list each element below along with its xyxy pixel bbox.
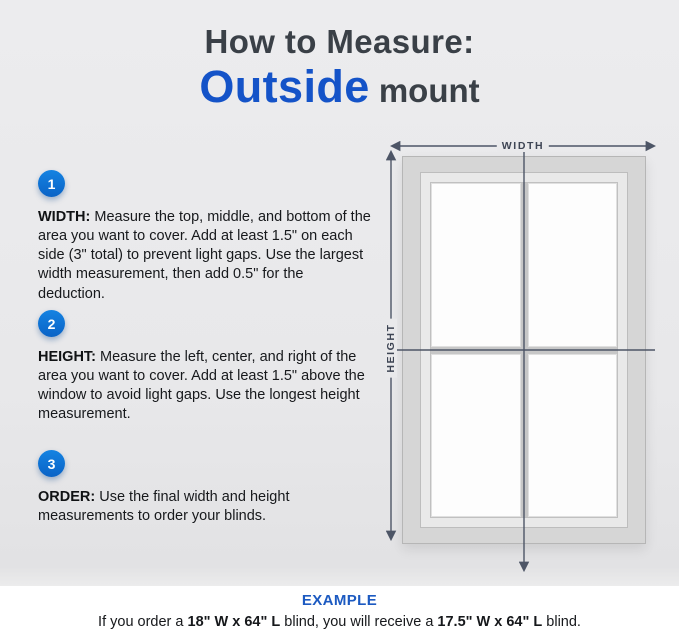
- step-3-badge: [38, 450, 65, 477]
- width-dimension-label: WIDTH: [497, 140, 549, 152]
- example-suffix: blind.: [542, 614, 581, 630]
- window-frame: [420, 172, 628, 528]
- step-order: [38, 450, 374, 526]
- window-pane-bottom-right: [528, 354, 618, 518]
- example-prefix: If you order a: [98, 614, 188, 630]
- step-3-lead: ORDER:: [38, 489, 96, 505]
- step-1-number: 1: [47, 175, 56, 192]
- title-rest: mount: [369, 71, 480, 109]
- example-middle: blind, you will receive a: [280, 614, 438, 630]
- window-pane-top-left: [431, 183, 521, 347]
- step-2-lead: HEIGHT:: [38, 349, 96, 365]
- step-2-badge: [38, 310, 65, 337]
- step-3-number: 3: [47, 455, 56, 472]
- step-2-text: [38, 348, 374, 425]
- step-3-text: [38, 488, 374, 526]
- title-line2: [0, 62, 679, 112]
- example-heading: EXAMPLE: [301, 592, 378, 609]
- window-panes: [430, 182, 618, 518]
- step-height: [38, 310, 374, 425]
- step-2-body: Measure the left, center, and right of the area you want to cover. Add at least 1.5" above the window to avoid light gaps. Use the longest height measurement.: [38, 349, 365, 423]
- step-2-number: 2: [47, 315, 56, 332]
- title-line1: How to Measure:: [204, 23, 475, 60]
- example-received-size: 17.5" W x 64" L: [437, 614, 543, 630]
- title-accent: Outside: [199, 60, 370, 112]
- step-1-badge: [38, 170, 65, 197]
- step-width: [38, 170, 374, 304]
- page-title: [0, 24, 679, 112]
- example-order-size: 18" W x 64" L: [187, 614, 281, 630]
- window-pane-top-right: [528, 183, 618, 347]
- step-3-body: Use the final width and height measurements to order your blinds.: [38, 489, 290, 525]
- example-sentence: [0, 614, 679, 630]
- step-1-lead: WIDTH:: [38, 209, 91, 225]
- window-pane-bottom-left: [431, 354, 521, 518]
- step-1-text: [38, 208, 374, 304]
- height-dimension-label: HEIGHT: [385, 318, 397, 377]
- step-1-body: Measure the top, middle, and bottom of the area you want to cover. Add at least 1.5" on each side (3" total) to prevent light gaps. Use the largest width measurement, then add 0.5" for the deduction.: [38, 209, 371, 302]
- window-illustration: [402, 156, 646, 544]
